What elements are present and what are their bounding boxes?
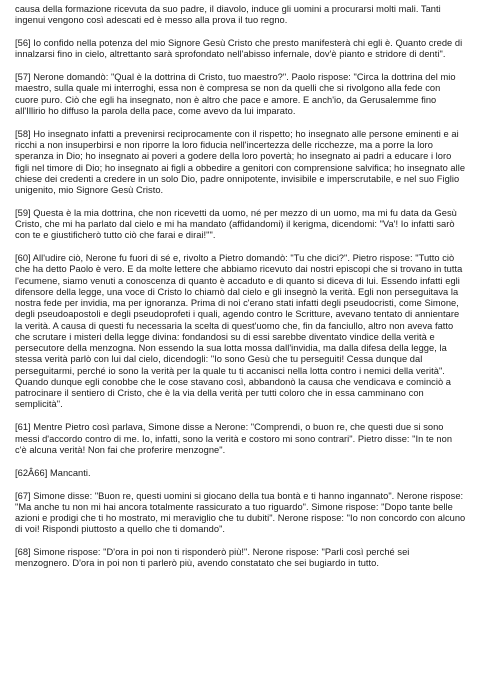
paragraph-58: [58] Ho insegnato infatti a prevenirsi reciprocamente con il rispetto; ho insegnato alle persone eminenti e ai ricchi a non insuperbirsi e non riporre la loro fiducia nell'incertezza delle ricchezze, ma a porre la loro speranza in Dio; ho insegnato ai poveri a godere della loro povertà; ho insegnato ai padri a educare i loro figli nel timore di Dio; ho insegnato ai figli a obbedire a genitori con comprensione salvifica; ho insegnato alle chiese dei credenti a credere in un solo Dio, padre onnipotente, invisibile e imperscrutabile, e nel suo Figlio unigenito, mio Signore Gesù Cristo. <box>15 128 466 196</box>
paragraph-59: [59] Questa è la mia dottrina, che non ricevetti da uomo, né per mezzo di un uomo, ma mi fu data da Gesù Cristo, che mi ha parlato dal cielo e mi ha mandato (affidandomi) il kerigma, dicendomi: "Va'! Io infatti sarò con te e giustificherò tutto ciò che farai e dirai!"". <box>15 207 457 241</box>
paragraph-56: [56] Io confido nella potenza del mio Signore Gesù Cristo che presto manifesterà chi egli è. Quanto crede di innalzarsi fino in cielo, altrettanto sarà sprofondato nell'abisso infernale, dov'è pianto e stridore di denti". <box>15 38 463 60</box>
paragraph-57: [57] Nerone domandò: "Qual è la dottrina di Cristo, tuo maestro?". Paolo rispose: "Circa la dottrina del mio maestro, sulla quale mi interroghi, essa non è compresa se non da quelli che si rivolgono alla fede con cuore puro. Ciò che egli ha insegnato, non è altro che pace e amore. E anch'io, da Gerusalemme fino all'Illirio ho diffuso la parola della pace, come avevo da lui imparato. <box>15 72 456 116</box>
paragraph-55-end: causa della formazione ricevuta da suo padre, il diavolo, induce gli uomini a procurarsi molti mali. Tanti ingenui vengono così adescati ed è messo alla prova il tuo regno. <box>15 4 441 26</box>
paragraph-60: [60] All'udire ciò, Nerone fu fuori di sé e, rivolto a Pietro domandò: "Tu che dici?". Pietro rispose: "Tutto ciò che ha detto Paolo è vero. E da molte lettere che abbiamo ricevuto dai nostri episcopi che si trovano in tutta l'ecumene, siamo venuti a conoscenza di quanto è accaduto e di quanto si diceva di lui. Essendo infatti egli difensore della legge, una voce di Cristo lo chiamò dal cielo e gli insegnò la verità. Egli non perseguitava la nostra fede per invidia, ma per ignoranza. Prima di noi c'erano stati infatti degli pseudocristi, come Simone, degli pseudoapostoli e degli pseudoprofeti i quali, agendo contro le Scritture, avevano tentato di annientare la verità. A causa di questi fu necessaria la scelta di quest'uomo che, fin da fanciullo, altro non aveva fatto che scrutare i misteri della legge divina: fondandosi su di essi sarebbe diventato vindice della verità e persecutore della menzogna. Non essendo la sua lotta mossa dall'invidia, ma dalla difesa della legge, la stessa verità parlò con lui dal cielo, dicendogli: "Io sono Gesù che tu perseguiti! Cessa dunque dal perseguitarmi, perché io sono la verità per la quale tu ti accanisci nella lotta contro i nemici della verità". Quando dunque egli conobbe che le cose stavano così, abbandonò la causa che vendicava e cominciò a patrocinare il sentiero di Cristo, che è la via della verità per tutti coloro che in essa camminano con semplicità". <box>15 253 463 410</box>
paragraph-62-66: [62Â66] Mancanti. <box>15 467 91 478</box>
paragraph-67: [67] Simone disse: "Buon re, questi uomini si giocano della tua bontà e ti hanno ingannato". Nerone rispose: "Ma anche tu non mi hai ancora totalmente rassicurato a tuo riguardo". Simone rispose: "Dopo tante belle azioni e prodigi che ti ho mostrato, mi meraviglio che tu dubiti". Nerone rispose: "Io non concordo con alcuno di voi! Rispondi piuttosto a quello che ti domando". <box>15 490 466 535</box>
paragraph-61: [61] Mentre Pietro così parlava, Simone disse a Nerone: "Comprendi, o buon re, che questi due si sono messi d'accordo contro di me. Io, infatti, sono la verità e costoro mi sono contrari". Pietro disse: "In te non c'è alcuna verità! Non fai che proferire menzogne". <box>15 422 453 455</box>
paragraph-68: [68] Simone rispose: "D'ora in poi non ti risponderò più!". Nerone rispose: "Parli così perché sei menzognero. D'ora in poi non ti parlerò più, avendo constatato che sei bugiardo in tutto. <box>15 547 410 569</box>
